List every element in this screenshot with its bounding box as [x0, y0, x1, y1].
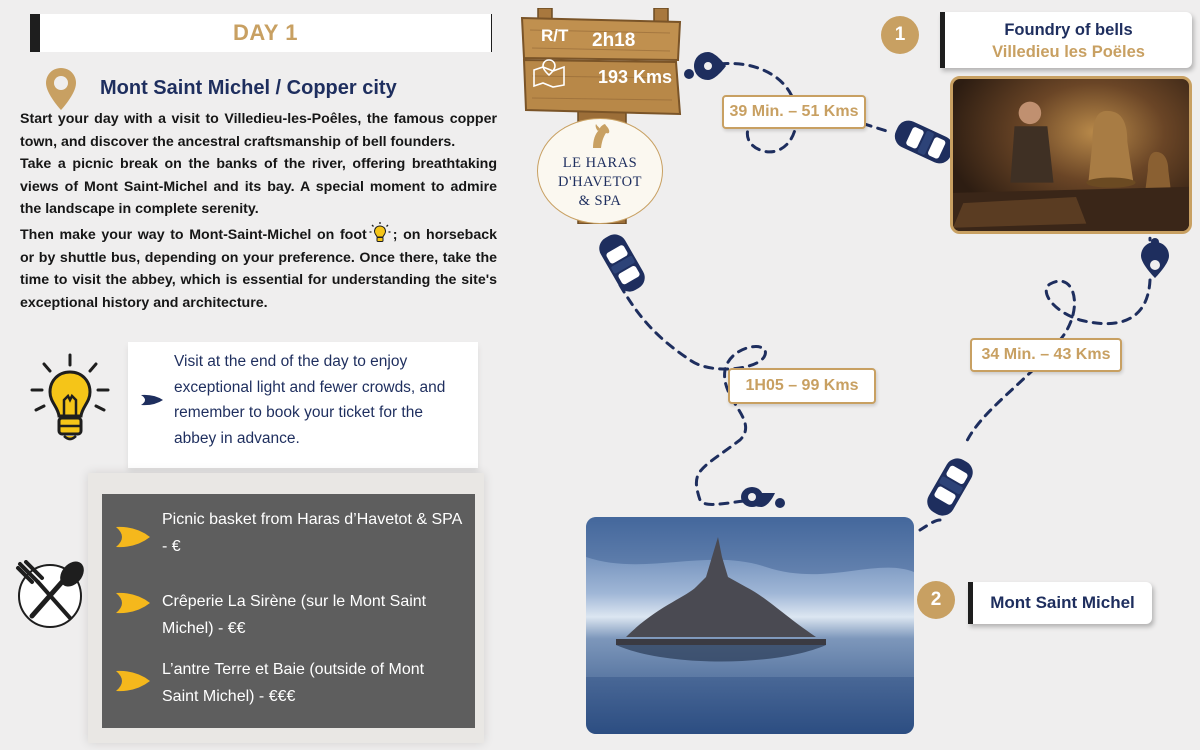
- car-icon: [891, 117, 957, 168]
- stop-name: Foundry of bells: [1004, 21, 1133, 39]
- mont-photo-art: [586, 517, 914, 734]
- stop-tag-foundry: [940, 12, 1192, 68]
- haras-line2: D'HAVETOT: [558, 174, 642, 190]
- car-icon: [923, 454, 977, 520]
- paragraph-picnic: Take a picnic break on the banks of the river, offering breathtaking views of Mont Saint-Michel and its bay. A special moment to admire the landscape in complete serenity.: [20, 156, 497, 218]
- stop-name: Mont Saint Michel: [990, 593, 1135, 612]
- restaurant-name: L’antre Terre et Baie (outside of Mont Saint Michel) - €€€: [162, 661, 425, 705]
- total-distance: 193 Kms: [598, 67, 673, 87]
- mont-saint-michel-photo: [586, 517, 914, 734]
- foundry-photo-art: [953, 79, 1192, 234]
- stop-badge-2: 2: [917, 581, 955, 619]
- leg-duration-3: 34 Min. – 43 Kms: [970, 338, 1122, 372]
- paragraph-villedieu: Start your day with a visit to Villedieu-les-Poêles, the famous copper town, and discover the ancestral craftsmanship of bell founders.: [20, 111, 497, 150]
- day-label: DAY 1: [233, 20, 298, 45]
- location-marker-icon: [741, 487, 785, 508]
- paragraph-mont-start: Then make your way to Mont-Saint-Michel on foot: [20, 226, 367, 243]
- car-icon: [595, 230, 649, 296]
- round-trip-label: R/T: [541, 26, 569, 45]
- leg-duration-2: 1H05 – 99 Kms: [728, 368, 876, 404]
- location-marker-icon: [1141, 238, 1169, 278]
- tip-text: Visit at the end of the day to enjoy exceptional light and fewer crowds, and remember to book your ticket for the abbey in advance.: [174, 353, 446, 447]
- restaurant-name: Picnic basket from Haras d’Havetot & SPA - €: [162, 511, 462, 555]
- haras-line3: & SPA: [578, 193, 622, 209]
- map-icon: [531, 58, 567, 88]
- haras-line1: LE HARAS: [562, 155, 638, 171]
- location-marker-icon: [684, 52, 726, 80]
- restaurant-name: Crêperie La Sirène (sur le Mont Saint Michel) - €€: [162, 593, 427, 637]
- paragraph-mont-end: ; on horseback or by shuttle bus, depending on your preference. Once there, take the time to visit the abbey, which is essential for understanding the site's exceptional history and architecture.: [20, 226, 497, 311]
- leg-duration-1: 39 Min. – 51 Kms: [722, 95, 866, 129]
- haras-logo-text: [537, 154, 663, 211]
- horse-icon: [587, 122, 615, 150]
- total-time: 2h18: [592, 30, 636, 51]
- foundry-photo: [950, 76, 1192, 234]
- page-title: Mont Saint Michel / Copper city: [100, 77, 397, 99]
- stop-place: Villedieu les Poëles: [992, 43, 1145, 61]
- stop-tag-mont: [968, 582, 1152, 624]
- stop-badge-1: 1: [881, 16, 919, 54]
